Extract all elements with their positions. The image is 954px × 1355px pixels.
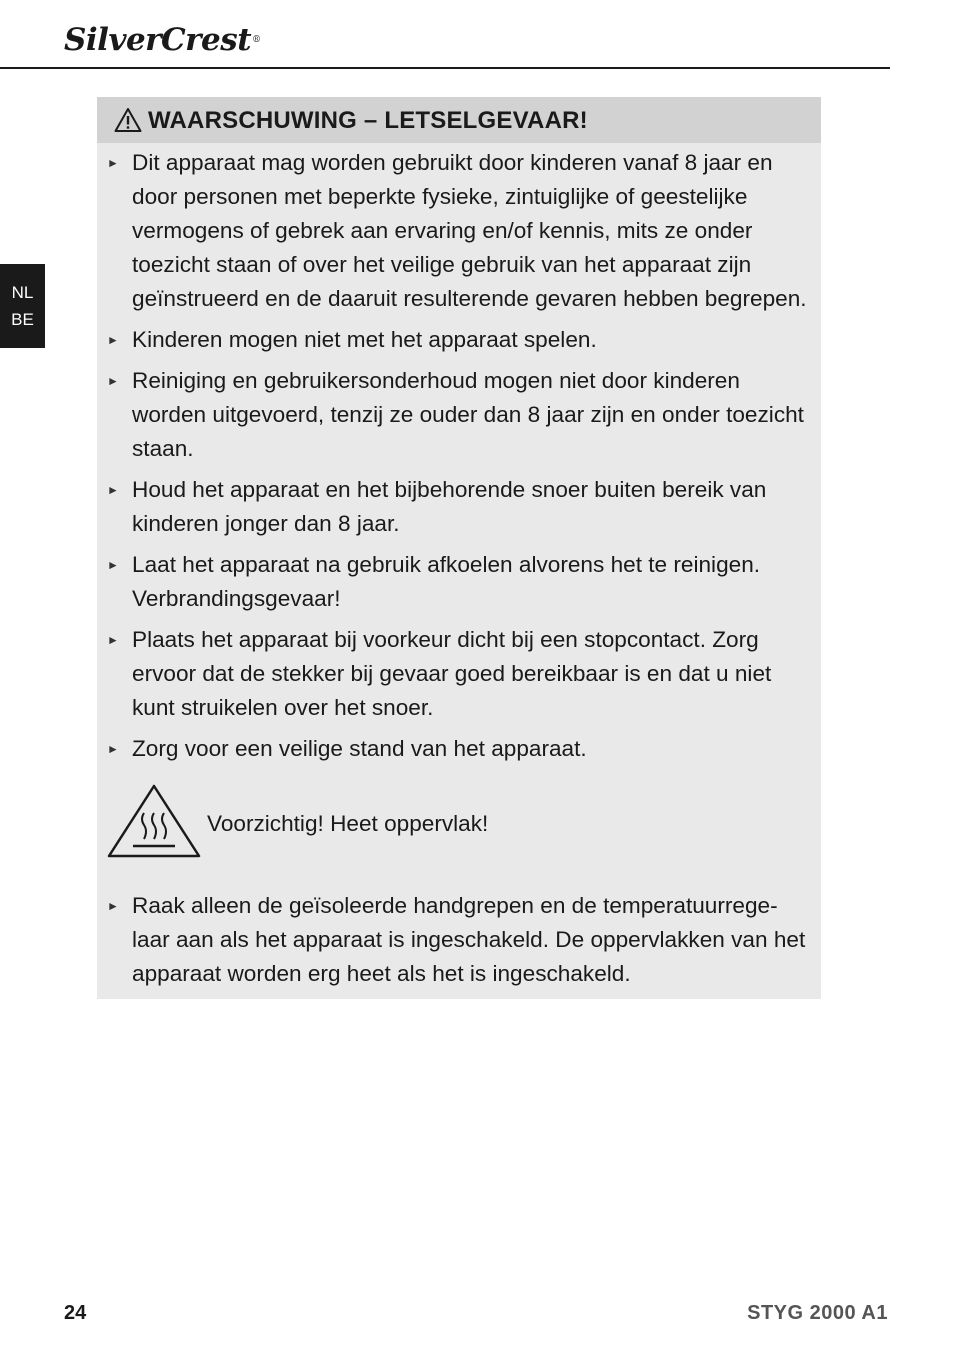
list-item-text: Houd het apparaat en het bijbehorende snoer buiten bereik van kinderen jonger dan 8 jaar. (132, 477, 767, 536)
page-number: 24 (64, 1302, 87, 1324)
list-item (97, 364, 821, 466)
bullet-arrow-icon: ► (107, 483, 119, 497)
bullet-arrow-icon: ► (107, 156, 119, 170)
list-item (97, 146, 821, 316)
list-item-text: Plaats het apparaat bij voorkeur dicht bij een stopcontact. Zorg ervoor dat de stekker bij gevaar goed bereikbaar is en dat u niet kunt struikelen over het snoer. (132, 627, 772, 720)
list-item (97, 623, 821, 725)
warning-header (97, 97, 821, 143)
list-item (97, 732, 821, 766)
hot-surface-icon (106, 783, 202, 859)
list-item (97, 548, 821, 616)
list-item-text: Dit apparaat mag worden gebruikt door kinderen vanaf 8 jaar en door personen met beperkte fysieke, zintuiglijke of geestelijke vermogens of gebrek aan ervaring en/of kennis, mits ze onder toezicht staan of over het veilige gebruik van het apparaat zijn geïnstrueerd en de daaruit resulterende gevaren hebben begrepen. (132, 150, 807, 311)
hot-surface-notice (97, 783, 821, 863)
warning-triangle-icon (114, 107, 142, 133)
list-item-text: Raak alleen de geïsoleerde handgrepen en de temperatuurregelaar aan als het apparaat is ingeschakeld. De oppervlakken van het apparaat worden erg heet als het is ingeschakeld. (132, 893, 806, 986)
bullet-arrow-icon: ► (107, 899, 119, 913)
lang-code-nl: NL (11, 283, 34, 302)
list-item (97, 473, 821, 541)
header-divider (0, 67, 890, 69)
list-item-text: Reiniging en gebruikersonderhoud mogen niet door kinderen worden uitgevoerd, tenzij ze ouder dan 8 jaar zijn en onder toezicht staan. (132, 368, 804, 461)
language-tab (0, 264, 45, 348)
hot-surface-label: Voorzichtig! Heet oppervlak! (207, 811, 489, 836)
bullet-arrow-icon: ► (107, 558, 119, 572)
list-item-text: Kinderen mogen niet met het apparaat spelen. (132, 327, 597, 352)
warning-title: WAARSCHUWING – LETSELGEVAAR! (148, 107, 588, 134)
registered-mark: ® (252, 35, 261, 45)
brand-logo (64, 22, 261, 58)
brand-name: SilverCrest (64, 22, 252, 58)
warning-list-continued (97, 886, 821, 998)
model-number: STYG 2000 A1 (747, 1302, 888, 1324)
warning-list (97, 143, 821, 773)
list-item-text: Zorg voor een veilige stand van het apparaat. (132, 736, 587, 761)
bullet-arrow-icon: ► (107, 742, 119, 756)
bullet-arrow-icon: ► (107, 333, 119, 347)
list-item (97, 323, 821, 357)
bullet-arrow-icon: ► (107, 633, 119, 647)
list-item-text: Laat het apparaat na gebruik afkoelen alvorens het te reinigen. Verbrandingsgevaar! (132, 552, 761, 611)
lang-code-be: BE (11, 310, 34, 329)
bullet-arrow-icon: ► (107, 374, 119, 388)
warning-box (97, 97, 821, 999)
list-item (97, 889, 821, 991)
